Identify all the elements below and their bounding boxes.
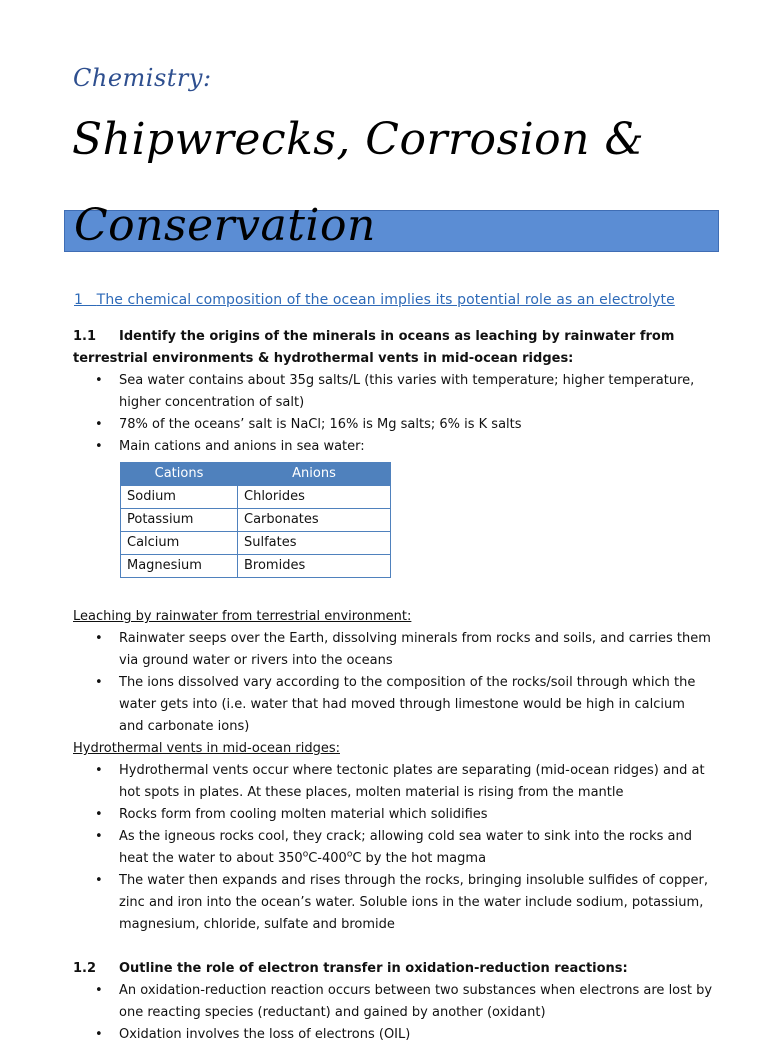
document-body bbox=[73, 326, 713, 1046]
table-row bbox=[121, 509, 391, 532]
table-cell: Bromides bbox=[238, 555, 391, 578]
leaching-bullets bbox=[73, 628, 713, 738]
section-1-2-heading bbox=[73, 958, 713, 980]
degree-sign: o bbox=[346, 849, 353, 860]
list-item: • Hydrothermal vents occur where tectonic plates are separating (mid-ocean ridges) and at hot spots in plates. At these places, molten material is rising from the mantle bbox=[73, 760, 713, 804]
list-item: • Rainwater seeps over the Earth, dissolving minerals from rocks and soils, and carries them via ground water or rivers into the oceans bbox=[73, 628, 713, 672]
table-cell: Potassium bbox=[121, 509, 238, 532]
section-1-1-heading bbox=[73, 326, 713, 370]
vents-heading: Hydrothermal vents in mid-ocean ridges: bbox=[73, 741, 340, 756]
vents-bullets bbox=[73, 760, 713, 936]
ions-table bbox=[120, 462, 391, 578]
table-header-row bbox=[121, 463, 391, 486]
subject-label: Chemistry: bbox=[73, 64, 212, 92]
table-header-cations: Cations bbox=[121, 463, 238, 486]
title-line-2: Conservation bbox=[74, 200, 376, 251]
text-segment: C-400 bbox=[308, 851, 347, 866]
list-item: • The water then expands and rises through the rocks, bringing insoluble sulfides of copper, zinc and iron into the ocean’s water. Soluble ions in the water include sodium, potassium, magnesium, chloride, sulfate and bromide bbox=[73, 870, 713, 936]
table-cell: Magnesium bbox=[121, 555, 238, 578]
list-item: • An oxidation-reduction reaction occurs between two substances when electrons are lost by one reacting species (reductant) and gained by another (oxidant) bbox=[73, 980, 713, 1024]
section-1-1-title: Identify the origins of the minerals in oceans as leaching by rainwater from terrestrial environments & hydrothermal vents in mid-ocean ridges: bbox=[73, 329, 675, 366]
title-line-1: Shipwrecks, Corrosion & bbox=[72, 114, 645, 165]
text-segment: As the igneous rocks cool, they crack; allowing cold sea water to sink into the rocks and heat the water to about 350 bbox=[119, 829, 692, 866]
section-1-1-bullets bbox=[73, 370, 713, 458]
spacer bbox=[73, 584, 713, 606]
table-row bbox=[121, 555, 391, 578]
section-1-2-bullets bbox=[73, 980, 713, 1046]
section-1-2-number: 1.2 bbox=[73, 961, 97, 976]
list-item bbox=[73, 826, 713, 870]
table-row bbox=[121, 532, 391, 555]
list-item: • 78% of the oceans’ salt is NaCl; 16% is Mg salts; 6% is K salts bbox=[73, 414, 713, 436]
table-cell: Carbonates bbox=[238, 509, 391, 532]
table-cell: Sulfates bbox=[238, 532, 391, 555]
list-item: • Sea water contains about 35g salts/L (this varies with temperature; higher temperature, higher concentration of salt) bbox=[73, 370, 713, 414]
spacer bbox=[73, 936, 713, 958]
table-row bbox=[121, 486, 391, 509]
table-cell: Chlorides bbox=[238, 486, 391, 509]
heading-1[interactable] bbox=[74, 292, 675, 308]
list-item: • Oxidation involves the loss of electrons (OIL) bbox=[73, 1024, 713, 1046]
degree-sign: o bbox=[302, 849, 309, 860]
text-segment: C by the hot magma bbox=[352, 851, 487, 866]
list-item: • The ions dissolved vary according to the composition of the rocks/soil through which the water gets into (i.e. water that had moved through limestone would be high in calcium and carbonate ions) bbox=[73, 672, 713, 738]
heading-1-number: 1 bbox=[74, 292, 84, 308]
leaching-heading: Leaching by rainwater from terrestrial environment: bbox=[73, 609, 412, 624]
section-1-2-title: Outline the role of electron transfer in oxidation-reduction reactions: bbox=[119, 961, 628, 976]
list-item: • Rocks form from cooling molten material which solidifies bbox=[73, 804, 713, 826]
section-1-1-number: 1.1 bbox=[73, 329, 97, 344]
list-item: • Main cations and anions in sea water: bbox=[73, 436, 713, 458]
table-cell: Sodium bbox=[121, 486, 238, 509]
heading-1-text: The chemical composition of the ocean implies its potential role as an electrolyte bbox=[96, 292, 675, 308]
table-cell: Calcium bbox=[121, 532, 238, 555]
table-header-anions: Anions bbox=[238, 463, 391, 486]
